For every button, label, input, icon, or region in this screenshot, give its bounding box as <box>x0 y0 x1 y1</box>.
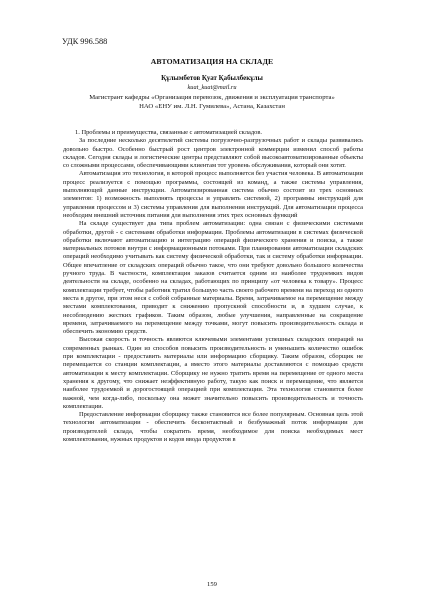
paper-title: АВТОМАТИЗАЦИЯ НА СКЛАДЕ <box>150 57 274 66</box>
body-paragraph: Высокая скорость и точность являются ключевыми элементами успешных складских операций на современных рынках. Один из способов повысить производительность и уменьшить количество ошибок при комплектации - предоставить материалы или информацию сборщику. Таким образом, сборщик не перемещается со станции комплектации, а вместо этого материалы доставляются с помощью средств автоматизации к месту комплектации. Сборщику не нужно тратить время на перемещение от одного места хранения к другому, что снижает неэффективную работу, такую как поиск и перемещение, что является наиболее трудоемкой и дорогостоящей операцией при комплектации. Эта технология становится более важной, чем когда-либо, поскольку она может значительно повысить производительность и точность комплектации. <box>63 336 363 410</box>
author-name: Құлымбетов Қуат Қабылбекұлы <box>161 75 263 82</box>
section-heading: 1. Проблемы и преимущества, связанные с автоматизацией складов. <box>75 129 262 136</box>
body-paragraph: Предоставление информации сборщику также становится все более популярным. Основная цель этой технологии автоматизации - обеспечить бесконтактный и безбумажный поток информации для производителей склада, чтобы сократить время, необходимое для поиска необходимых мест комплектования, нужных продуктов и кодов ввода продуктов в <box>63 411 363 443</box>
body-paragraph: Автоматизация это технология, в которой процесс выполняется без участия человека. В автоматизации процесс реализуется с помощью программы, состоящей из команд, а также системы управления, выполняющей данные инструкции. Автоматизированная система обычно состоит из трех основных элементов: 1) возможность выполнять процессы и управлять системой, 2) программы инструкций для управления процессом и 3) системы управления для выполнения инструкций. Для автоматизации процесса необходим внешний источник питания для выполнения этих трех основных функций <box>63 170 363 219</box>
body-paragraph: За последние несколько десятилетий системы погрузочно-разгрузочных работ и склады развивались довольно быстро. Особенно быстрый рост центров электронной коммерции изменил способ работы складов. Сегодня склады и логистические центры представляют собой высокоавтоматизированные объекты со сложными процессами, обеспечивающими клиентам тот уровень обслуживания, который они хотят. <box>63 137 363 170</box>
body-paragraph: На складе существует два типа проблем автоматизации: одна связан с физическими системами обработки, другой - с системами обработки информации. Проблемы автоматизации в системах физической обработки включают автоматизацию и интеграцию операций физического хранения и поиска, а также материальных потоков внутри с информационными потоками. При планировании автоматизации складских операций необходимо учитывать как систему физической обработки, так и систему обработки информации. Общее впечатление от складских операций обычно такое, что они требуют довольно большого количества ручного труда. В частности, комплектация заказов считается одним из наиболее трудоемких видов деятельности на складе, особенно на складах, работающих по принципу «от человека к товару». Процесс комплектации требует, чтобы работник тратил большую часть своего рабочего времени на переход из одного места в другое, при этом неся с собой собранные материалы. Время, затрачиваемое на перемещение между местами комплектования, приводит к снижению пропускной способности и, в худшем случае, к несоблюдению жестких графиков. Таким образом, любые улучшения, направленные на сокращение времени, затрачиваемого на перемещение между точками, могут повысить производительность склада и обеспечить экономию средств. <box>63 220 363 336</box>
paper-body <box>63 129 363 444</box>
affiliation-line-2: НАО «ЕНУ им. Л.Н. Гумилева», Астана, Казахстан <box>139 103 285 111</box>
author-affiliation <box>0 93 424 111</box>
author-email[interactable]: kuat_kuat@mail.ru <box>187 84 237 91</box>
udc-code: УДК 996.588 <box>62 37 108 46</box>
page-number: 159 <box>207 581 217 588</box>
affiliation-line-1: Магистрант кафедры «Организация перевозок, движения и эксплуатация транспорта» <box>89 94 335 101</box>
